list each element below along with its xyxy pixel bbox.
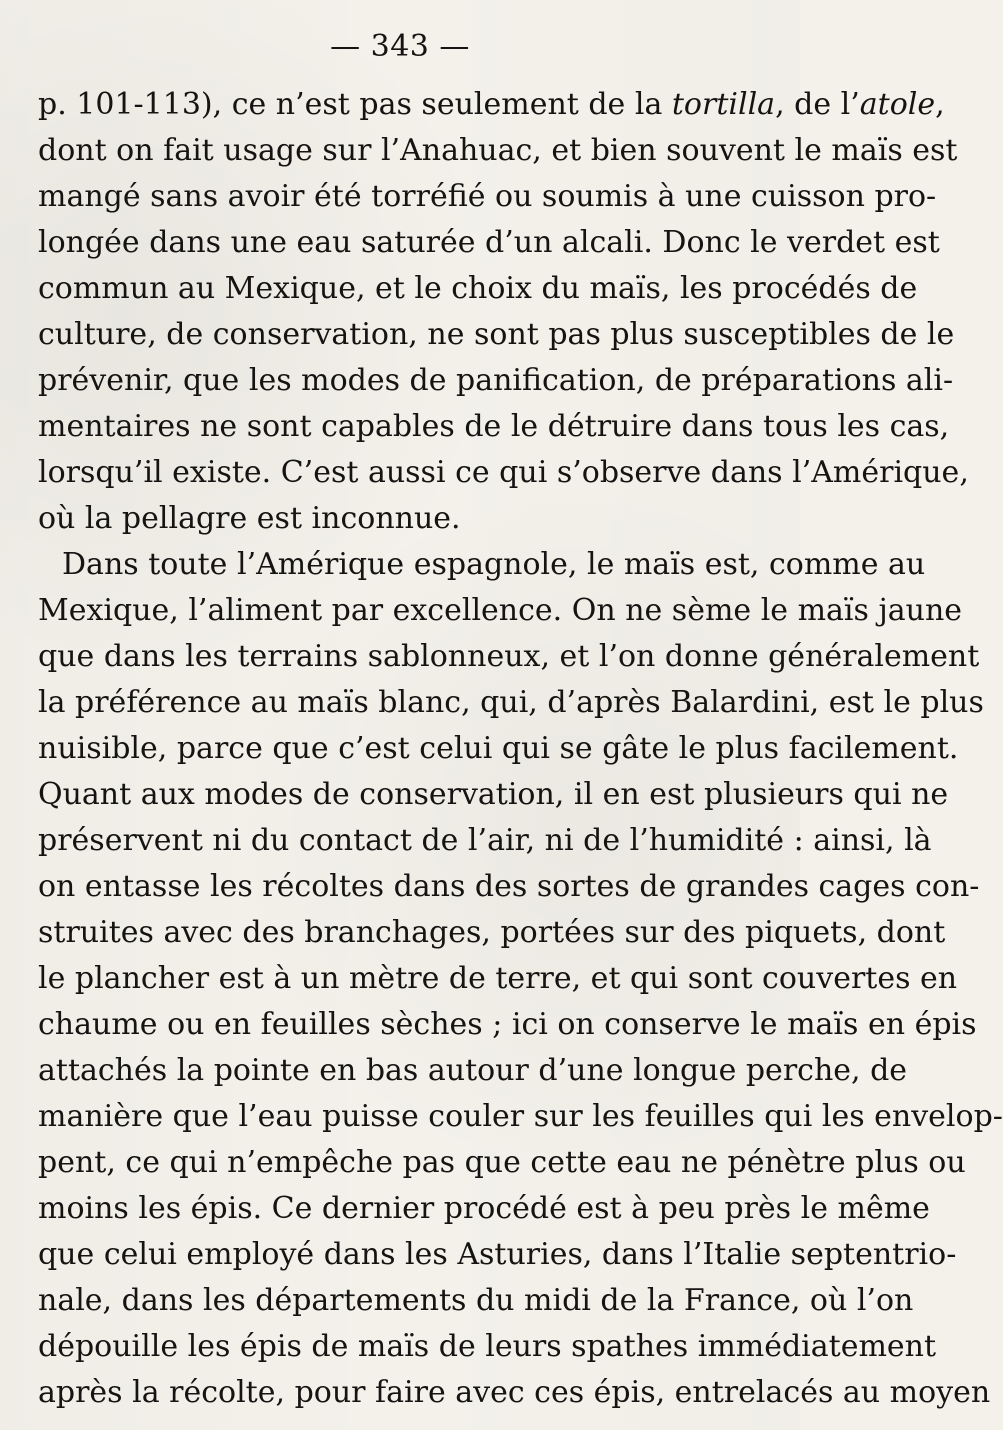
- text-line-13: que dans les terrains sablonneux, et l’on donne généralement: [38, 639, 980, 674]
- text-line-22: attachés la pointe en bas autour d’une longue perche, de: [38, 1053, 908, 1088]
- text-line-17: préservent ni du contact de l’air, ni de l’humidité : ainsi, là: [38, 823, 932, 858]
- text-line-26: que celui employé dans les Asturies, dans l’Italie septentrio-: [38, 1237, 957, 1272]
- text-line-27: nale, dans les départements du midi de la France, où l’on: [38, 1283, 914, 1318]
- text-line-21: chaume ou en feuilles sèches ; ici on conserve le maïs en épis: [38, 1007, 977, 1042]
- text-line-1-end: ,: [935, 87, 945, 122]
- text-line-20: le plancher est à un mètre de terre, et qui sont couvertes en: [38, 961, 958, 996]
- text-line-19: struites avec des branchages, portées sur des piquets, dont: [38, 915, 946, 950]
- text-line-4: longée dans une eau saturée d’un alcali. Donc le verdet est: [38, 225, 940, 260]
- text-line-15: nuisible, parce que c’est celui qui se gâte le plus facilement.: [38, 731, 959, 766]
- text-line-1-start: p. 101-113), ce n’est pas seulement de la: [38, 87, 672, 122]
- text-line-2: dont on fait usage sur l’Anahuac, et bien souvent le maïs est: [38, 133, 958, 168]
- text-line-5: commun au Mexique, et le choix du maïs, les procédés de: [38, 271, 918, 306]
- text-line-29: après la récolte, pour faire avec ces épis, entrelacés au moyen: [38, 1375, 991, 1410]
- text-line-18: on entasse les récoltes dans des sortes de grandes cages con-: [38, 869, 980, 904]
- text-line-10: où la pellagre est inconnue.: [38, 501, 461, 536]
- text-line-23: manière que l’eau puisse couler sur les feuilles qui les envelop-: [38, 1099, 1003, 1134]
- italic-term-atole: atole: [859, 87, 936, 122]
- text-line-11: Dans toute l’Amérique espagnole, le maïs est, comme au: [62, 547, 926, 582]
- text-line-24: pent, ce qui n’empêche pas que cette eau ne pénètre plus ou: [38, 1145, 966, 1180]
- text-line-1-middle: , de l’: [775, 87, 860, 122]
- text-line-1: [38, 82, 945, 128]
- text-line-12: Mexique, l’aliment par excellence. On ne sème le maïs jaune: [38, 593, 963, 628]
- italic-term-tortilla: tortilla: [671, 87, 776, 122]
- text-line-3: mangé sans avoir été torréfié ou soumis à une cuisson pro-: [38, 179, 937, 214]
- page-number: — 343 —: [330, 29, 470, 64]
- text-line-6: culture, de conservation, ne sont pas plus susceptibles de le: [38, 317, 955, 352]
- text-line-16: Quant aux modes de conservation, il en est plusieurs qui ne: [38, 777, 949, 812]
- text-line-8: mentaires ne sont capables de le détruire dans tous les cas,: [38, 409, 950, 444]
- text-line-7: prévenir, que les modes de panification, de préparations ali-: [38, 363, 954, 398]
- text-line-14: la préférence au maïs blanc, qui, d’après Balardini, est le plus: [38, 685, 984, 720]
- text-line-9: lorsqu’il existe. C’est aussi ce qui s’observe dans l’Amérique,: [38, 455, 969, 490]
- text-line-25: moins les épis. Ce dernier procédé est à peu près le même: [38, 1191, 930, 1226]
- text-line-28: dépouille les épis de maïs de leurs spathes immédiatement: [38, 1329, 937, 1364]
- page-body-text: [38, 82, 1003, 1416]
